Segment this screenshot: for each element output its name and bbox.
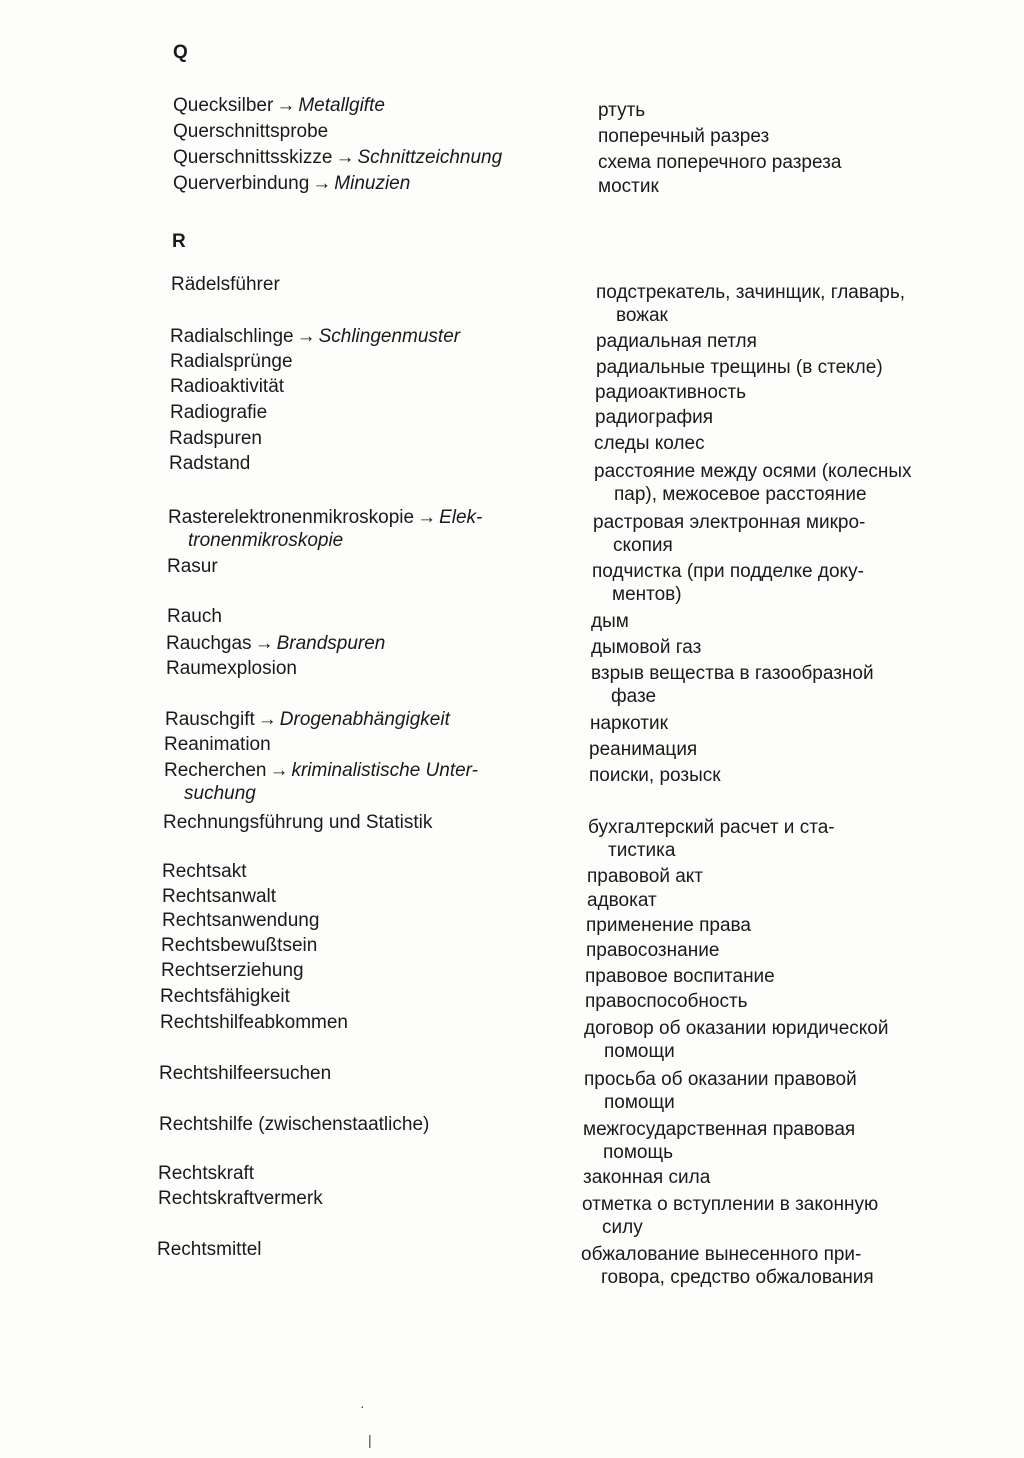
entry-term: Rechnungsführung und Statistik	[163, 812, 433, 833]
entry-term: Rauch	[167, 606, 222, 627]
entry-term: Querschnittsskizze → Schnittzeichnung	[173, 147, 503, 168]
entry-term: Recherchen → kriminalistische Unter- suchung	[164, 760, 478, 804]
entry-term: Rauschgift → Drogenabhängigkeit	[165, 709, 450, 730]
entry-translation: отметка о вступлении в законную силу	[582, 1194, 879, 1238]
entry-translation: обжалование вынесенного при- говора, средство обжалования	[581, 1244, 874, 1288]
entry-term: Rechtsbewußtsein	[161, 935, 318, 956]
entry-term: Radstand	[169, 453, 251, 474]
entry-term: Quecksilber → Metallgifte	[173, 95, 385, 116]
entry-translation: взрыв вещества в газообразной фазе	[591, 663, 874, 707]
entry-translation: растровая электронная микро- скопия	[593, 512, 866, 556]
entry-translation: подчистка (при подделке доку- ментов)	[592, 561, 864, 605]
entry-term: Rechtshilfe (zwischenstaatliche)	[159, 1114, 430, 1135]
entry-translation: следы колес	[594, 433, 705, 454]
entry-term: Radiografie	[170, 402, 268, 423]
entry-translation: применение права	[586, 915, 751, 936]
entry-term: Querverbindung → Minuzien	[173, 173, 411, 194]
entry-term: Querschnittsprobe	[173, 121, 329, 142]
entry-translation: реанимация	[589, 739, 698, 760]
entry-translation: схема поперечного разреза	[598, 152, 842, 173]
entry-translation: адвокат	[587, 890, 657, 911]
entry-translation: расстояние между осями (колесных пар), межосевое расстояние	[594, 461, 912, 505]
entry-term: Radialsprünge	[170, 351, 293, 372]
entry-term: Rechtsanwendung	[162, 910, 320, 931]
entry-term: Rädelsführer	[171, 274, 280, 295]
entry-term: Rechtsfähigkeit	[160, 986, 290, 1007]
entry-term: Rechtskraftvermerk	[158, 1188, 323, 1209]
entry-term: Raumexplosion	[166, 658, 297, 679]
scan-speck: |	[368, 1432, 372, 1448]
entry-translation: бухгалтерский расчет и ста- тистика	[588, 817, 835, 861]
entry-translation: наркотик	[590, 713, 668, 734]
entry-translation: поперечный разрез	[598, 126, 770, 147]
entry-term: Rasterelektronenmikroskopie → Elek- tronenmikroskopie	[168, 507, 483, 551]
entry-translation: договор об оказании юридической помощи	[584, 1018, 889, 1062]
entry-translation: правовой акт	[587, 866, 704, 887]
entry-translation: законная сила	[583, 1167, 711, 1188]
entry-term: Rechtsanwalt	[162, 886, 277, 907]
entry-translation: мостик	[598, 176, 659, 197]
entry-term: Rechtsakt	[162, 861, 247, 882]
entry-translation: подстрекатель, зачинщик, главарь, вожак	[596, 282, 906, 326]
entry-translation: радиальные трещины (в стекле)	[596, 357, 883, 378]
entry-translation: поиски, розыск	[589, 765, 721, 786]
entry-term: Radspuren	[169, 428, 262, 449]
entry-translation: ртуть	[598, 100, 646, 121]
scan-speck: ·	[360, 1398, 365, 1414]
entry-translation: радиальная петля	[596, 331, 757, 352]
entry-term: Radioaktivität	[170, 376, 285, 397]
entry-translation: правоспособность	[585, 991, 748, 1012]
entry-translation: дым	[591, 611, 629, 632]
entry-term: Reanimation	[164, 734, 271, 755]
entry-translation: правовое воспитание	[585, 966, 775, 987]
entry-term: Rauchgas → Brandspuren	[166, 633, 386, 654]
entry-term: Radialschlinge → Schlingenmuster	[170, 326, 461, 347]
entry-term: Rechtshilfeabkommen	[160, 1012, 348, 1033]
entry-term: Rechtserziehung	[161, 960, 304, 981]
entry-translation: просьба об оказании правовой помощи	[584, 1069, 857, 1113]
entry-translation: межгосударственная правовая помощь	[583, 1119, 856, 1163]
entry-term: Rechtsmittel	[157, 1239, 262, 1260]
entry-term: Rechtshilfeersuchen	[159, 1063, 332, 1084]
entry-translation: радиография	[595, 407, 713, 428]
entry-translation: радиоактивность	[595, 382, 747, 403]
entry-translation: правосознание	[586, 940, 720, 961]
section-letter-r: R	[172, 231, 186, 252]
entry-term: Rasur	[167, 556, 218, 577]
section-letter-q: Q	[173, 42, 188, 63]
entry-translation: дымовой газ	[591, 637, 702, 658]
entry-term: Rechtskraft	[158, 1163, 255, 1184]
